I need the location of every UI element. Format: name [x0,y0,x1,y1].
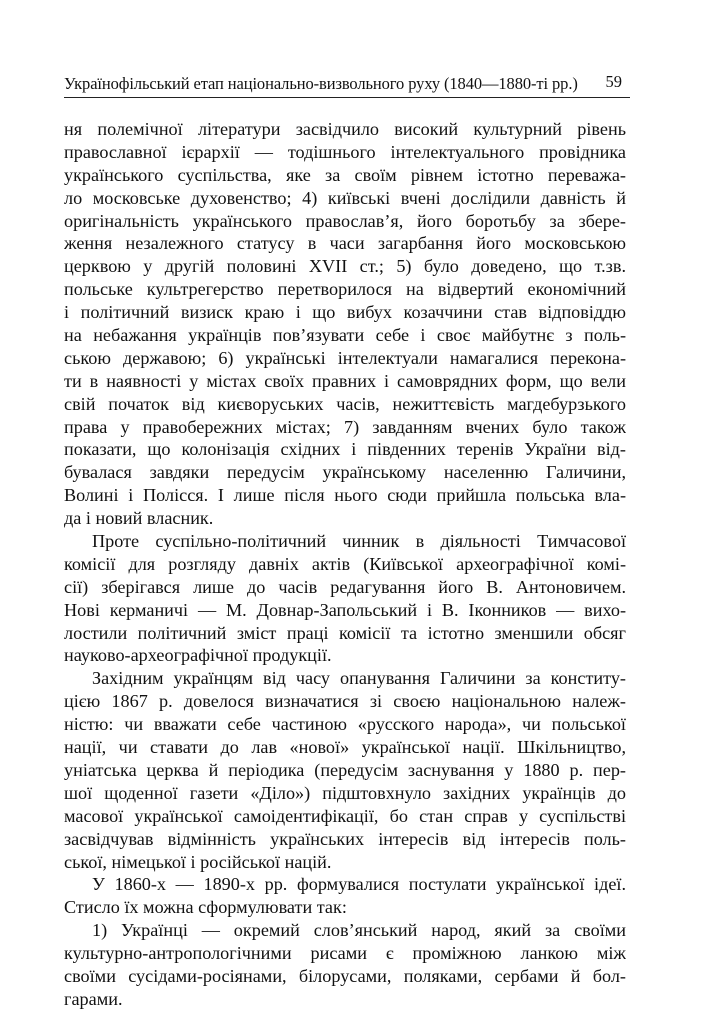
text-line: і політичний визиск краю і що вибух козаччини став відповіддю [64,302,626,323]
text-line: бувалася завдяки передусім українському населенню Галичини, [64,462,626,483]
text-line: науково-археографічної продукції. [64,645,332,666]
text-line: Проте суспільно-політичний чинник в діяльності Тимчасової [92,531,626,552]
page-number: 59 [605,72,622,91]
text-line: комісії для розгляду давніх актів (Київської археографічної комі- [64,553,626,574]
text-line: ською державою; 6) українські інтелектуали намагалися переконa- [64,347,626,368]
text-line: 1) Українці — окремий слов’янський народ, який за своїми [92,920,626,941]
text-line: свій початок від києворуських часів, нежиттєвість магдебурзького [64,393,626,414]
text-line: ня полемічної літератури засвідчило високий культурний рівень [64,119,626,139]
text-line: ження незалежного статусу в часи загарбання його московською [64,233,626,254]
text-line: ти в наявності у містах своїх правних і самоврядних форм, що вели [64,370,626,391]
text-line: масової української самоідентифікації, бо стан справ у суспільстві [64,805,626,826]
text-line: гарами. [64,988,123,1009]
header-rule [64,97,630,98]
text-line: права у правобережних містах; 7) завданням вчених було також [64,416,626,437]
text-line: польське культрегерство перетворилося на відвертий економічний [64,279,626,300]
body-text [64,118,626,1011]
text-line: православної ієрархії — тодішнього інтелектуального провідника [64,141,626,162]
text-line: українського суспільства, яке за своїм рівнем істотно переважа- [64,164,626,185]
text-line: церквою у другій половині XVII ст.; 5) було доведено, що т.зв. [64,256,626,277]
text-line: шої щоденної газети «Діло») підштовхнуло західних українців до [64,782,626,803]
text-line: Нові керманичі — М. Довнар-Запольський і В. Іконников — вихо- [64,599,626,620]
text-line: уніатська церква й періодика (передусім заснування у 1880 р. пер- [64,759,626,780]
text-line: показати, що колонізація східних і південних теренів України від- [64,439,626,460]
text-line: да і новий власник. [64,508,214,529]
text-line: ської, німецької і російської націй. [64,851,332,872]
running-title: Українофільський етап національно-визвольного руху (1840—1880-ті рр.) [64,74,578,93]
text-line: Західним українцям від часу опанування Галичини за конститу- [92,668,626,689]
text-line: Стисло їх можна сформулювати так: [64,897,347,918]
text-line: цією 1867 р. довелося визначатися зі своєю національною належ- [64,691,626,712]
text-line: нації, чи ставати до лав «нової» української нації. Шкільництво, [64,737,626,758]
text-line: ло московське духовенство; 4) київські вчені дослідили давність й [64,187,626,208]
text-line: Волині і Полісся. І лише після нього сюди прийшла польська вла- [64,485,626,506]
text-line: своїми сусідами-росіянами, білорусами, поляками, сербами й бол- [64,965,626,986]
text-line: лостили політичний зміст праці комісії та істотно зменшили обсяг [64,622,626,643]
text-line: оригінальність українського православ’я, його боротьбу за збере- [64,210,626,231]
text-line: ністю: чи вважати себе частиною «русского народа», чи польської [64,714,626,735]
text-line: на небажання українців пов’язувати себе і своє майбутнє з поль- [64,325,626,346]
text-line: сії) зберігався лише до часів редагування його В. Антоновичем. [64,576,626,597]
text-line: культурно-антропологічними рисами є проміжною ланкою між [64,943,626,964]
text-line: засвідчував відмінність українських інтересів від інтересів поль- [64,828,626,849]
page-header [64,72,630,94]
text-line: У 1860-х — 1890-х рр. формувалися постулати української ідеї. [92,874,626,895]
